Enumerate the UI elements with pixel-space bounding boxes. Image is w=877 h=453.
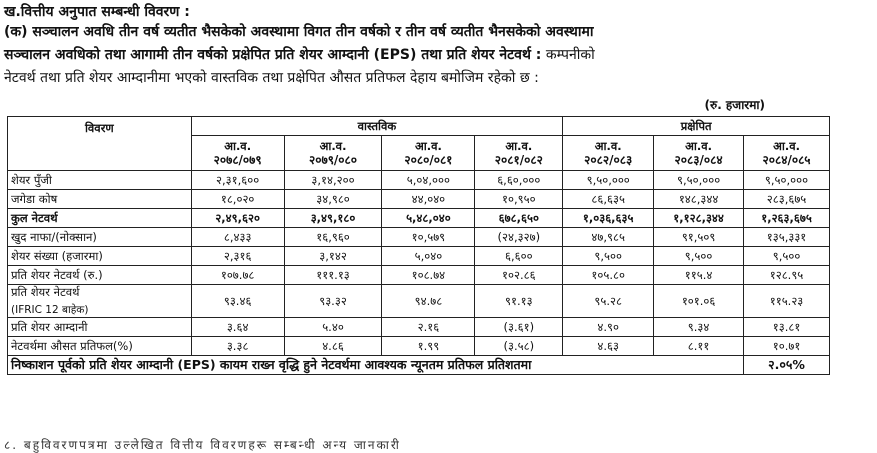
table-cell: ११५.२३ xyxy=(744,285,830,318)
year-value: २०८०/०८१ xyxy=(404,153,453,167)
row-label xyxy=(8,266,192,285)
year-label: आ.व. xyxy=(685,139,713,153)
row-label xyxy=(8,171,192,190)
table-cell: (३.६१) xyxy=(475,318,563,337)
table-cell: ९३.३२ xyxy=(284,285,382,318)
table-cell: २,४९,६२० xyxy=(191,209,284,228)
table-cell: ४.८६ xyxy=(284,337,382,356)
row-sublabel: (IFRIC 12 बाहेक) xyxy=(11,304,89,316)
table-cell: ४७,९८५ xyxy=(563,228,654,247)
table-cell: १६,९६० xyxy=(284,228,382,247)
table-cell: १०,५७९ xyxy=(382,228,475,247)
table-cell: २.१६ xyxy=(382,318,475,337)
year-value: २०८१/०८२ xyxy=(494,153,543,167)
row-label xyxy=(8,209,192,228)
col-header-description: विवरण xyxy=(8,117,192,171)
year-header xyxy=(191,136,284,171)
table-cell: ६,६०० xyxy=(475,247,563,266)
year-header xyxy=(475,136,563,171)
year-header xyxy=(382,136,475,171)
table-cell: ९,५०० xyxy=(744,247,830,266)
table-cell: ९५.२८ xyxy=(563,285,654,318)
financial-ratio-table xyxy=(7,116,830,375)
year-label: आ.व. xyxy=(319,139,347,153)
table-cell: ३४,९८० xyxy=(284,190,382,209)
year-label: आ.व. xyxy=(505,139,533,153)
table-cell: १,२६३,६७५ xyxy=(744,209,830,228)
table-cell: ५,४८,०४० xyxy=(382,209,475,228)
table-cell: ३,४९,१८० xyxy=(284,209,382,228)
table-cell: ६७८,६५० xyxy=(475,209,563,228)
footer-row xyxy=(8,356,830,375)
group-actual: वास्तविक xyxy=(191,117,563,136)
row-label xyxy=(8,247,192,266)
table-cell: ३.३८ xyxy=(191,337,284,356)
table-row xyxy=(8,228,830,247)
table-cell: १०१.०६ xyxy=(654,285,744,318)
table-cell: १०२.८६ xyxy=(475,266,563,285)
table-cell: १०७.७८ xyxy=(191,266,284,285)
table-row xyxy=(8,190,830,209)
unit-note: (रु. हजारमा) xyxy=(704,98,765,112)
table-cell: ८.११ xyxy=(654,337,744,356)
year-header xyxy=(744,136,830,171)
intro-line-1: (क) सञ्चालन अवधि तीन वर्ष व्यतीत भैसकेको अवस्थामा विगत तीन वर्षको र तीन वर्ष व्यतीत भैनसकेको अवस्थामा xyxy=(4,24,594,40)
year-label: आ.व. xyxy=(773,139,800,153)
table-cell: ९३.४६ xyxy=(191,285,284,318)
table-row xyxy=(8,266,830,285)
year-header xyxy=(563,136,654,171)
table-cell: ९,५०,००० xyxy=(744,171,830,190)
table-cell: १११.१३ xyxy=(284,266,382,285)
year-header xyxy=(284,136,382,171)
table-row xyxy=(8,171,830,190)
row-label-text: प्रति शेयर नेटवर्थ (रु.) xyxy=(11,268,103,282)
table-cell: ३,१४,२०० xyxy=(284,171,382,190)
row-label xyxy=(8,228,192,247)
table-cell: ४.९० xyxy=(563,318,654,337)
table-cell: ९,५०० xyxy=(563,247,654,266)
table-cell: ५.४० xyxy=(284,318,382,337)
table-cell: ११५.४ xyxy=(654,266,744,285)
table-cell: ९,५०,००० xyxy=(563,171,654,190)
row-label-text: खुद नाफा/(नोक्सान) xyxy=(11,230,97,244)
table-cell: २,३१६ xyxy=(191,247,284,266)
table-cell: ९.३४ xyxy=(654,318,744,337)
row-label-text: कुल नेटवर्थ xyxy=(11,211,58,225)
year-value: २०८४/०८५ xyxy=(762,153,811,167)
intro-line-2-normal: कम्पनीको xyxy=(541,47,595,63)
row-label-text: प्रति शेयर नेटवर्थ xyxy=(11,285,80,299)
footer-label: निष्काशन पूर्वको प्रति शेयर आम्दानी (EPS) कायम राख्न वृद्धि हुने नेटवर्थमा आवश्यक न्यूनतम प्रतिफल प्रतिशतमा xyxy=(8,356,744,375)
table-cell: ९,५०,००० xyxy=(654,171,744,190)
table-cell: ९,५०० xyxy=(654,247,744,266)
row-label xyxy=(8,337,192,356)
table-cell: (२४,३२७) xyxy=(475,228,563,247)
table-cell: १४८,३४४ xyxy=(654,190,744,209)
row-label-text: नेटवर्थमा औसत प्रतिफल(%) xyxy=(11,339,133,353)
table-cell: ८,४३३ xyxy=(191,228,284,247)
row-label-text: प्रति शेयर आम्दानी xyxy=(11,320,88,334)
table-cell: २,३१,६०० xyxy=(191,171,284,190)
intro-line-2 xyxy=(4,45,595,64)
table-cell: १०५.८० xyxy=(563,266,654,285)
table-row xyxy=(8,209,830,228)
table-cell: ८६,६३५ xyxy=(563,190,654,209)
row-label xyxy=(8,318,192,337)
table-cell: ९१,५०९ xyxy=(654,228,744,247)
table-cell: १३५,३३१ xyxy=(744,228,830,247)
row-label xyxy=(8,190,192,209)
year-value: २०८३/०८४ xyxy=(674,153,723,167)
footer-value: २.०५% xyxy=(744,356,830,375)
row-label xyxy=(8,285,192,318)
next-section-clipped: ८. बहुविवरणपत्रमा उल्लेखित वित्तीय विवरणहरू सम्बन्धी अन्य जानकारी xyxy=(4,438,401,452)
group-header-row xyxy=(8,117,830,136)
table-cell: ९४.७८ xyxy=(382,285,475,318)
table-cell: १,०३६,६३५ xyxy=(563,209,654,228)
table-cell: १८,०२० xyxy=(191,190,284,209)
table-cell: १३.८१ xyxy=(744,318,830,337)
group-projected: प्रक्षेपित xyxy=(563,117,830,136)
table-row xyxy=(8,318,830,337)
table-cell: ६,६०,००० xyxy=(475,171,563,190)
table-cell: ५,०४० xyxy=(382,247,475,266)
table-cell: ९१.१३ xyxy=(475,285,563,318)
intro-line-3: नेटवर्थ तथा प्रति शेयर आम्दानीमा भएको वास्तविक तथा प्रक्षेपित औसत प्रतिफल देहाय बमोजिम रहेको छ : xyxy=(4,70,539,86)
year-header xyxy=(654,136,744,171)
table-cell: १.९९ xyxy=(382,337,475,356)
table-row xyxy=(8,337,830,356)
row-label-text: शेयर संख्या (हजारमा) xyxy=(11,249,103,263)
table-cell: १,१२८,३४४ xyxy=(654,209,744,228)
year-value: २०७९/०८० xyxy=(308,153,358,167)
table-cell: १०.७१ xyxy=(744,337,830,356)
table-cell: १०,९५० xyxy=(475,190,563,209)
table-cell: १२८.९५ xyxy=(744,266,830,285)
table-cell: ५,०४,००० xyxy=(382,171,475,190)
intro-line-2-bold: सञ्चालन अवधिको तथा आगामी तीन वर्षको प्रक्षेपित प्रति शेयर आम्दानी (EPS) तथा प्रति शेयर नेटवर्थ : xyxy=(4,47,542,63)
table-cell: २८३,६७५ xyxy=(744,190,830,209)
section-title: ख.वित्तीय अनुपात सम्बन्धी विवरण : xyxy=(4,4,190,20)
year-label: आ.व. xyxy=(414,139,442,153)
table-cell: (३.५८) xyxy=(475,337,563,356)
table-row xyxy=(8,285,830,318)
table-cell: १०८.७४ xyxy=(382,266,475,285)
year-label: आ.व. xyxy=(224,139,252,153)
year-value: २०८२/०८३ xyxy=(584,153,633,167)
row-label-text: शेयर पुँजी xyxy=(11,173,52,187)
year-value: २०७८/०७९ xyxy=(213,153,262,167)
table-row xyxy=(8,247,830,266)
table-cell: ४४,०४० xyxy=(382,190,475,209)
table-cell: ३,१४२ xyxy=(284,247,382,266)
table-cell: ३.६४ xyxy=(191,318,284,337)
row-label-text: जगेडा कोष xyxy=(11,192,58,206)
year-label: आ.व. xyxy=(594,139,622,153)
table-cell: ४.६३ xyxy=(563,337,654,356)
